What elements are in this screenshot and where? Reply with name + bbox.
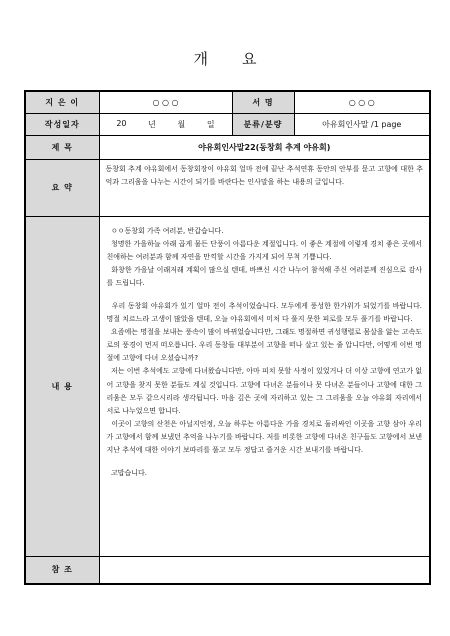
content-paragraph: 저는 이번 추석에도 고향에 다녀왔습니다만, 아마 피치 못할 사정이 있었거나 더 이상 고향에 연고가 없어 고향을 찾지 못한 분들도 계실 것입니다. 고향에 다녀온 분들이나 못 다녀온 분들이나 고향에 대한 그리움은 모두 같으시리라 생각됩니다. 마음 깊은 곳에 자리하고 있는 그 그리움을 오늘 야유회 자리에서 서로 나누었으면 합니다. — [106, 367, 425, 415]
author-label: 지 은 이 — [25, 91, 99, 113]
date-label: 작성일자 — [25, 113, 99, 135]
title-char-2: 요 — [242, 50, 257, 68]
document-title — [0, 48, 450, 69]
content-paragraph: 요즘에는 명절을 보내는 풍속이 많이 바뀌었습니다만, 그래도 명절하면 귀성행렬로 몸살을 앓는 고속도로의 풍경이 먼저 떠오릅니다. 우리 동창들 대부분이 고향을 떠나 살고 있는 줄 압니다만, 어떻게 이번 명절에 고향에 다녀 오셨습니까? — [106, 328, 422, 363]
row-date — [25, 113, 430, 135]
signature-value: ○ ○ ○ — [294, 91, 430, 113]
reference-label: 참 조 — [25, 556, 99, 584]
summary-form-table — [24, 90, 431, 585]
date-year: 20 — [116, 118, 127, 128]
row-content — [25, 216, 430, 556]
summary-label: 요 약 — [25, 159, 99, 216]
row-reference — [25, 556, 430, 584]
content-spacer — [107, 457, 423, 467]
summary-value: 동창회 추계 야유회에서 동창회장이 야유회 얼마 전에 끝난 추석연휴 동안의 안부를 묻고 고향에 대한 추억과 그리움을 나누는 시간이 되기를 바란다는 인사말을 하는 내용의 글입니다. — [99, 159, 430, 216]
subject-label: 제 목 — [25, 135, 99, 159]
subject-value: 야유회인사말22(동창회 추계 야유회) — [99, 135, 430, 159]
row-author — [25, 91, 430, 113]
content-body — [99, 216, 430, 556]
author-value: ○ ○ ○ — [99, 91, 232, 113]
category-value: 아유회인사말 /1 page — [294, 113, 430, 135]
content-label: 내 용 — [25, 216, 99, 556]
content-paragraph: 우리 동창회 야유회가 있기 얼마 전이 추석이었습니다. 모두에게 풍성한 한가위가 되었기를 바랍니다. 명절 치르느라 고생이 많았을 텐데, 오늘 야유회에서 미처 다 풀지 못한 피로를 모두 풀기를 바랍니다. — [106, 301, 425, 324]
date-month-unit: 월 — [177, 119, 186, 129]
date-value — [99, 113, 232, 135]
content-paragraph: 청명한 가을하늘 아래 곱게 물든 단풍이 아름다운 계절입니다. 이 좋은 계절에 이렇게 경치 좋은 곳에서 친애하는 여러분과 함께 자연을 만끽할 시간을 가지게 되어 무척 기쁩니다. — [106, 239, 425, 261]
row-summary — [25, 159, 430, 216]
content-paragraph: 고맙습니다. — [106, 469, 147, 478]
row-subject — [25, 135, 430, 159]
category-label: 분류/분량 — [232, 113, 294, 135]
content-paragraph: 이곳이 고향의 산천은 아닐지언정, 오늘 하루는 아름다운 가을 경치로 둘러싸인 이곳을 고향 삼아 우리가 고향에서 함께 보냈던 추억을 나누기를 바랍니다. 저를 비롯한 고향에 다녀온 친구들도 고향에서 보낸 지난 추석에 대한 이야기 보따리를 풀고 모두 정답고 즐거운 시간 보내기를 바랍니다. — [106, 419, 425, 454]
title-char-1: 개 — [193, 50, 208, 68]
content-paragraph: ㅇㅇ동창회 가족 여러분, 반갑습니다. — [106, 226, 224, 235]
content-spacer — [107, 290, 423, 300]
date-year-unit: 년 — [148, 119, 156, 129]
content-paragraph: 화창한 가을날 이래저래 계획이 많으실 텐데, 바쁘신 시간 나누어 참석해 주신 여러분께 진심으로 감사를 드립니다. — [106, 265, 422, 287]
signature-label: 서 명 — [232, 91, 294, 113]
reference-value — [99, 556, 430, 584]
date-day-unit: 일 — [206, 119, 215, 129]
